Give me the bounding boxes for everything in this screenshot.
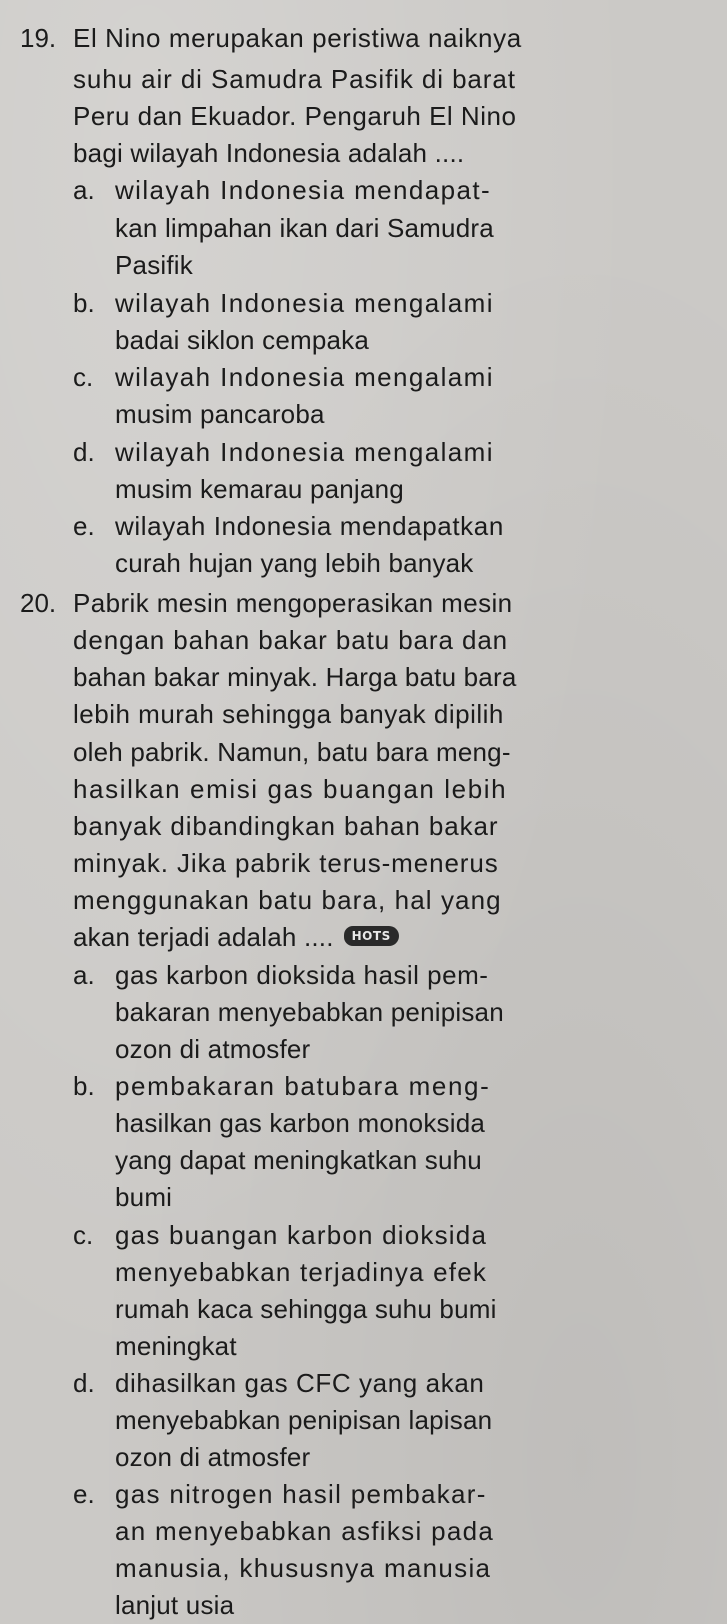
option-letter: a.	[73, 175, 95, 205]
option-line: an menyebabkan asfiksi pada	[115, 1516, 495, 1546]
option-line: wilayah Indonesia mendapatkan	[115, 511, 504, 541]
option-line: rumah kaca sehingga suhu bumi	[115, 1294, 497, 1324]
option-line: meningkat	[115, 1331, 237, 1361]
option-line: badai siklon cempaka	[115, 325, 370, 355]
option-letter: b.	[73, 1071, 95, 1101]
question-stem-line: banyak dibandingkan bahan bakar	[73, 811, 499, 841]
option-letter: b.	[73, 288, 95, 318]
option-line: yang dapat meningkatkan suhu	[115, 1145, 482, 1175]
option-line: wilayah Indonesia mengalami	[115, 437, 494, 467]
question-stem-line: akan terjadi adalah ....	[73, 922, 334, 952]
option-line: ozon di atmosfer	[115, 1034, 311, 1064]
question-stem-line: Peru dan Ekuador. Pengaruh El Nino	[73, 101, 517, 131]
question-number: 20.	[20, 588, 57, 618]
option-line: musim pancaroba	[115, 399, 325, 429]
hots-badge: HOTS	[344, 926, 399, 946]
question-stem-line: Pabrik mesin mengoperasikan mesin	[73, 588, 513, 618]
question-stem-line: bahan bakar minyak. Harga batu bara	[73, 662, 517, 692]
question-stem-last-line	[73, 919, 399, 955]
question-stem-line: oleh pabrik. Namun, batu bara meng-	[73, 737, 511, 767]
option-line: wilayah Indonesia mengalami	[115, 288, 494, 318]
option-line: bakaran menyebabkan penipisan	[115, 997, 504, 1027]
option-line: manusia, khususnya manusia	[115, 1553, 492, 1583]
option-line: wilayah Indonesia mengalami	[115, 362, 494, 392]
option-line: menyebabkan penipisan lapisan	[115, 1405, 493, 1435]
question-stem-line: menggunakan batu bara, hal yang	[73, 885, 502, 915]
option-line: dihasilkan gas CFC yang akan	[115, 1368, 485, 1398]
option-letter: d.	[73, 437, 95, 467]
option-line: wilayah Indonesia mendapat-	[115, 175, 492, 205]
option-letter: d.	[73, 1368, 95, 1398]
option-letter: e.	[73, 511, 95, 541]
option-line: curah hujan yang lebih banyak	[115, 548, 474, 578]
option-line: menyebabkan terjadinya efek	[115, 1257, 488, 1287]
option-letter: e.	[73, 1479, 95, 1509]
option-line: kan limpahan ikan dari Samudra	[115, 213, 494, 243]
option-line: lanjut usia	[115, 1590, 235, 1620]
question-stem-line: hasilkan emisi gas buangan lebih	[73, 774, 508, 804]
option-line: ozon di atmosfer	[115, 1442, 311, 1472]
question-stem-line: bagi wilayah Indonesia adalah ....	[73, 138, 465, 168]
question-stem-line: suhu air di Samudra Pasifik di barat	[73, 64, 516, 94]
option-line: hasilkan gas karbon monoksida	[115, 1108, 486, 1138]
option-line: pembakaran batubara meng-	[115, 1071, 491, 1101]
option-line: bumi	[115, 1182, 173, 1212]
question-stem-line: lebih murah sehingga banyak dipilih	[73, 699, 504, 729]
question-stem-line: dengan bahan bakar batu bara dan	[73, 625, 509, 655]
question-number: 19.	[20, 23, 57, 53]
option-letter: a.	[73, 960, 95, 990]
option-line: musim kemarau panjang	[115, 474, 404, 504]
option-line: gas nitrogen hasil pembakar-	[115, 1479, 487, 1509]
question-stem-line: El Nino merupakan peristiwa naiknya	[73, 23, 522, 53]
question-stem-line: minyak. Jika pabrik terus-menerus	[73, 848, 499, 878]
option-line: gas buangan karbon dioksida	[115, 1220, 488, 1250]
option-line: Pasifik	[115, 250, 193, 280]
option-letter: c.	[73, 1220, 94, 1250]
option-line: gas karbon dioksida hasil pem-	[115, 960, 489, 990]
option-letter: c.	[73, 362, 94, 392]
